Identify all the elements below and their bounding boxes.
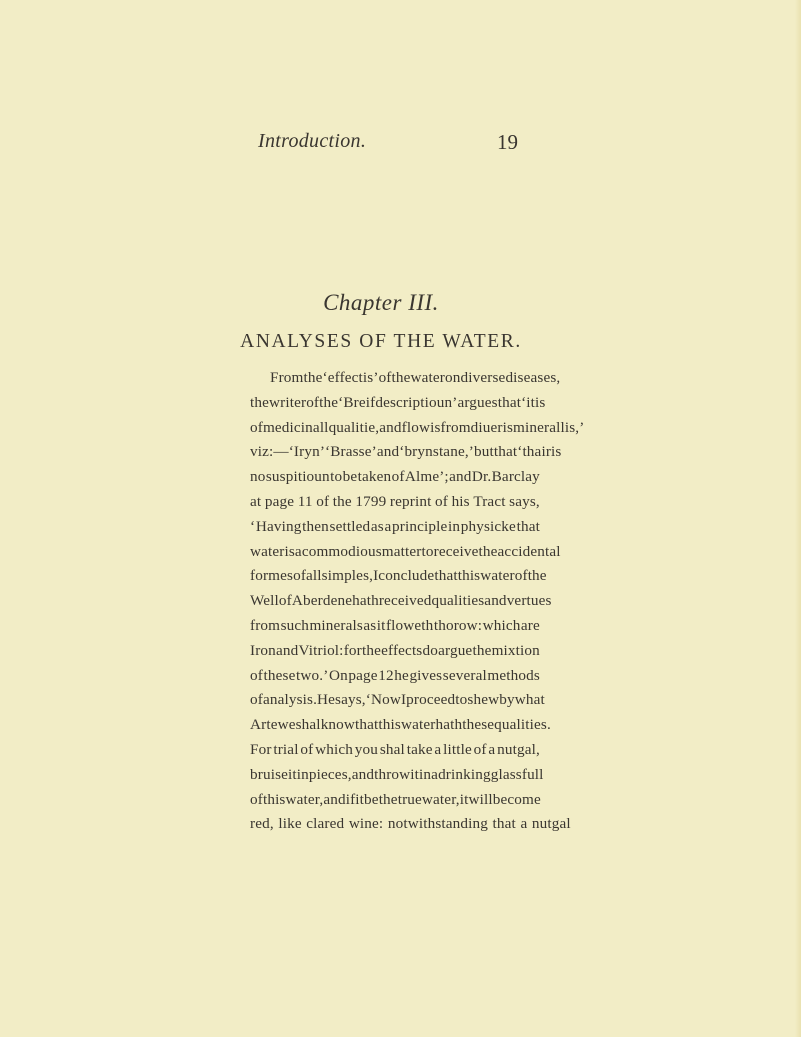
page-edge	[795, 0, 801, 1037]
chapter-title: Chapter III.	[323, 290, 439, 315]
text-line: water is a commodious matter to receive the accidental	[250, 542, 561, 560]
text-line: ‘ Having then settled as a principle in physicke that	[250, 517, 540, 535]
text-line: the writer of the ‘ Breif descriptioun’ argues that ‘it is	[250, 393, 546, 411]
text-line: viz:—‘Iryn’ ‘Brasse’ and ‘brynstane,’ but that ‘thair is	[250, 443, 562, 461]
text-line: From the ‘effectis’ of the water on diverse diseases,	[270, 369, 561, 386]
text-line: of analysis. He says, ‘Now I proceed to shew by what	[250, 691, 545, 709]
text-line: Iron and Vitriol: for the effects do argue the mixtion	[250, 641, 540, 659]
section-heading: ANALYSES OF THE WATER.	[240, 331, 522, 352]
text-line: bruise it in pieces, and throw it in a drinking glass full	[250, 765, 544, 783]
text-line: formes of all simples, I conclude that this water of the	[250, 567, 547, 585]
text-line: at page 11 of the 1799 reprint of his Tract says,	[250, 492, 540, 510]
text-line: Arte we shal know that this water hath these qualities.	[250, 716, 551, 734]
text-line: of this water, and if it be the true water, it will become	[250, 790, 541, 808]
text-line: For trial of which you shal take a little of a nutgal,	[250, 740, 540, 758]
text-line: red, like clared wine: notwithstanding that a nutgal	[250, 815, 571, 833]
running-head	[250, 128, 518, 158]
text-line: from such minerals as it floweth thorow: which are	[250, 616, 540, 634]
text-line: of these two.’ On page 12 he gives several methods	[250, 666, 540, 684]
body-paragraph	[250, 366, 585, 837]
text-line: Well of Aberdene hath received qualities and vertues	[250, 592, 552, 610]
text-line: of medicinall qualitie, and flowis from diueris minerallis,’	[250, 418, 585, 436]
running-title: Introduction.	[258, 130, 367, 152]
text-line: no suspitioun to be taken of Alme’; and Dr. Barclay	[250, 468, 540, 486]
page-number: 19	[497, 130, 518, 154]
